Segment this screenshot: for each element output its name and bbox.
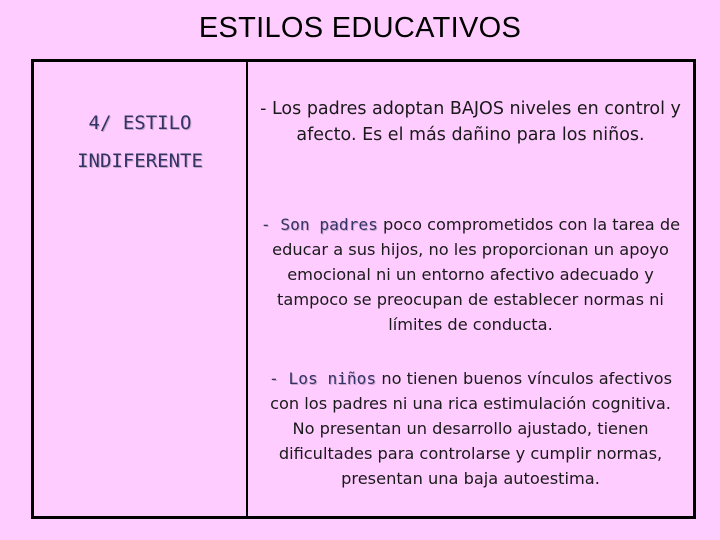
- paragraph-3-text: no tienen buenos vínculos afectivos con los padres ni una rica estimulación cognitiva. No presentan un desarrollo ajustado, tienen dificultades para controlarse y cumplir normas, presentan una baja autoestima.: [270, 369, 673, 488]
- description-paragraph-1: - Los padres adoptan BAJOS niveles en control y afecto. Es el más dañino para los niños.: [260, 99, 681, 145]
- paragraph-2-lead: - Son padres: [260, 215, 378, 234]
- description-paragraph-3: [258, 366, 683, 491]
- description-cell: [248, 62, 693, 516]
- paragraph-3-lead: - Los niños: [268, 369, 377, 388]
- slide-title: ESTILOS EDUCATIVOS: [198, 12, 522, 44]
- description-paragraph-2: [258, 212, 683, 337]
- style-label-cell: [34, 62, 248, 516]
- paragraph-2-text: poco comprometidos con la tarea de educar a sus hijos, no les proporcionan un apoyo emocional ni un entorno afectivo adecuado y tampoco se preocupan de establecer normas ni límites de conducta.: [272, 215, 681, 334]
- style-name-line-1: 4/ ESTILO: [88, 112, 192, 134]
- style-name-line-2: INDIFERENTE: [77, 150, 203, 172]
- style-name-label: [34, 104, 246, 180]
- content-table: [31, 59, 696, 519]
